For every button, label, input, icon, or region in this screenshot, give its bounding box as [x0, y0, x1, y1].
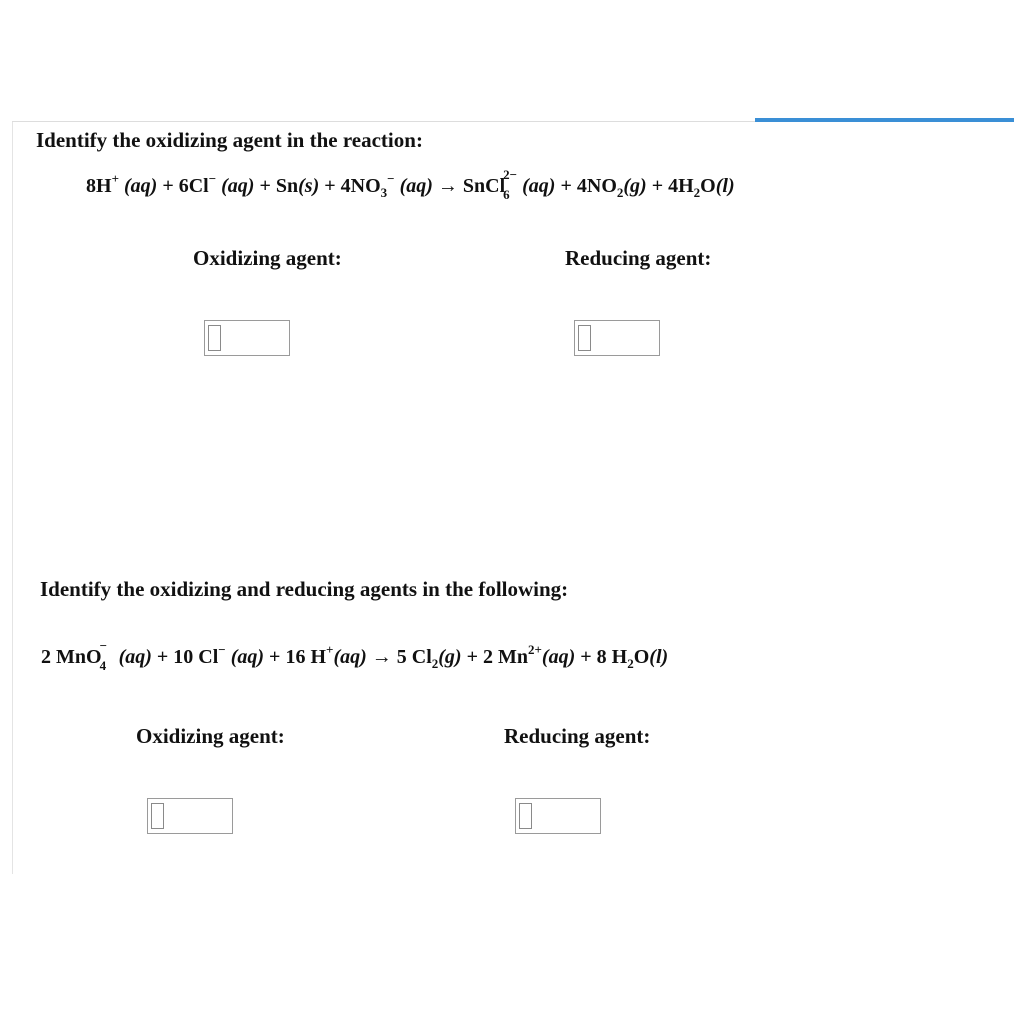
question1-reducing-label: Reducing agent: — [565, 246, 712, 270]
question2-reducing-input[interactable] — [515, 798, 601, 834]
question1-equation: 8H+ (aq) + 6Cl− $(aq) + Sn(s) + 4NO_3^-$ (aq) → SnCl 2− 6 $(aq) + 4NO_2(g) + 4H_2O(l)$ — [86, 167, 735, 202]
progress-accent-bar — [755, 118, 1014, 122]
question2-reducing-label: Reducing agent: — [504, 724, 651, 748]
question1-oxidizing-label: Oxidizing agent: — [193, 246, 342, 270]
question1-reducing-input[interactable] — [574, 320, 660, 356]
left-border — [12, 122, 13, 874]
top-divider — [12, 121, 755, 122]
answer-palette-icon — [151, 803, 164, 829]
answer-palette-icon — [208, 325, 221, 351]
question1-oxidizing-input[interactable] — [204, 320, 290, 356]
question2-equation: 2 MnO − 4 (aq) + 10 Cl− (aq) + 16 H+(aq) → 5 $Cl_2(g) + 2$ $Mn^{2+}(aq) + 8$ $H_2O(l)$ — [41, 638, 669, 673]
question1-prompt: Identify the oxidizing agent in the reaction: — [36, 128, 423, 152]
question2-oxidizing-input[interactable] — [147, 798, 233, 834]
question2-prompt: Identify the oxidizing and reducing agents in the following: — [40, 577, 569, 601]
answer-palette-icon — [519, 803, 532, 829]
question2-oxidizing-label: Oxidizing agent: — [136, 724, 285, 748]
answer-palette-icon — [578, 325, 591, 351]
